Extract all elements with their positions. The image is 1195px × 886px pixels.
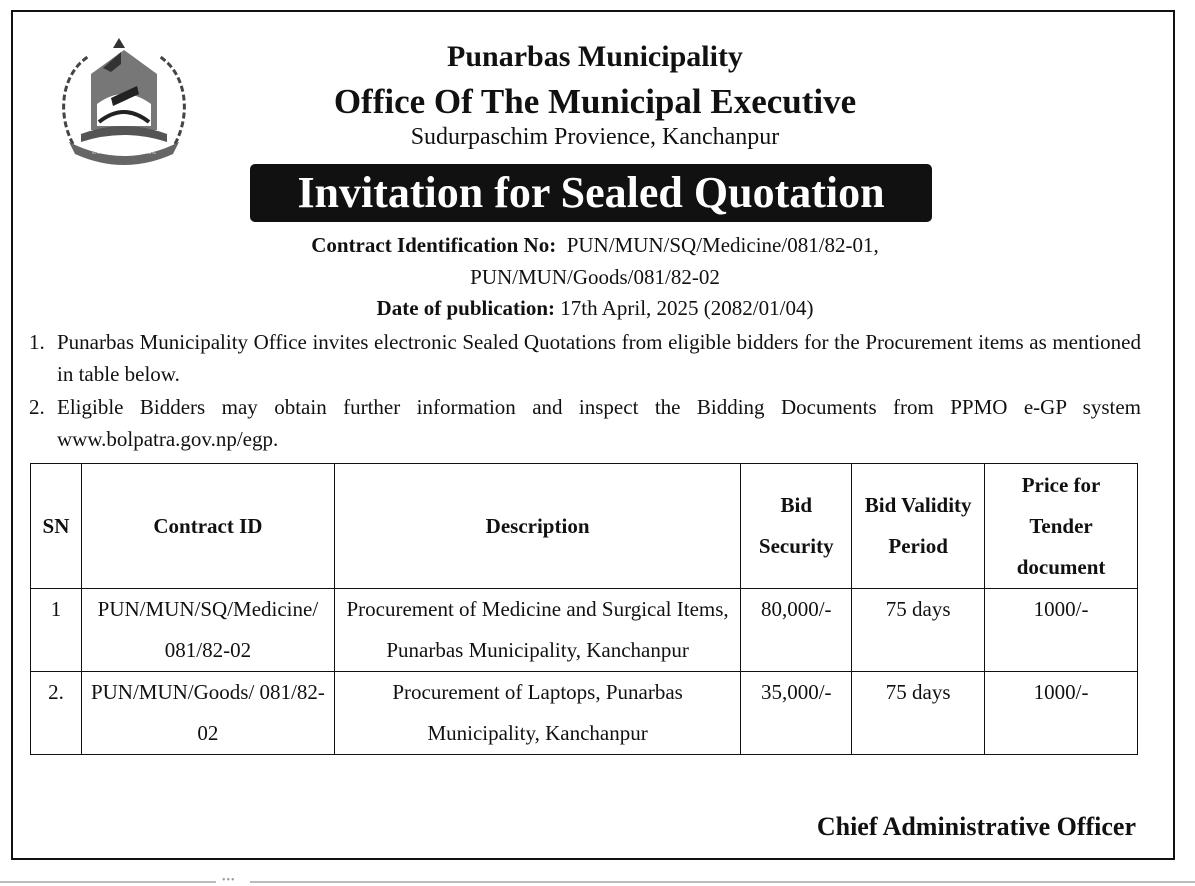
table-header-row bbox=[31, 464, 1138, 589]
header-contract-id: Contract ID bbox=[81, 464, 334, 589]
page-footer bbox=[0, 875, 1195, 886]
svg-text:~~~~~~~~~~~~~: ~~~~~~~~~~~~~ bbox=[91, 150, 157, 157]
office-title: Office Of The Municipal Executive bbox=[333, 82, 857, 121]
contract-id-line bbox=[13, 233, 1177, 258]
paragraph-1 bbox=[29, 326, 1141, 390]
notice-title-banner: Invitation for Sealed Quotation bbox=[250, 164, 932, 222]
cell-bid-security: 35,000/- bbox=[741, 672, 852, 755]
footer-divider bbox=[0, 881, 216, 883]
cell-price: 1000/- bbox=[985, 672, 1138, 755]
paragraph-text: Eligible Bidders may obtain further information and inspect the Bidding Documents from PPMO e-GP system www.bolpatra.gov.np/egp. bbox=[57, 395, 1141, 451]
cell-sn: 2. bbox=[31, 672, 82, 755]
header-validity: Bid Validity Period bbox=[852, 464, 985, 589]
header-price: Price for Tender document bbox=[985, 464, 1138, 589]
contract-id-value-2: PUN/MUN/Goods/081/82-02 bbox=[470, 265, 720, 289]
contract-id-label: Contract Identification No: bbox=[311, 233, 557, 257]
publication-date-line bbox=[13, 296, 1177, 321]
office-location: Sudurpaschim Provience, Kanchanpur bbox=[410, 124, 780, 150]
municipality-name: Punarbas Municipality bbox=[447, 40, 743, 73]
publication-date-label: Date of publication: bbox=[376, 296, 556, 320]
cell-description: Procurement of Laptops, Punarbas Municipality, Kanchanpur bbox=[334, 672, 740, 755]
cell-validity: 75 days bbox=[852, 589, 985, 672]
paragraph-number: 1. bbox=[29, 330, 45, 354]
header-bid-security: Bid Security bbox=[741, 464, 852, 589]
table-row bbox=[31, 672, 1138, 755]
paragraph-number: 2. bbox=[29, 395, 45, 419]
cell-description: Procurement of Medicine and Surgical Items, Punarbas Municipality, Kanchanpur bbox=[334, 589, 740, 672]
cell-validity: 75 days bbox=[852, 672, 985, 755]
header-sn: SN bbox=[31, 464, 82, 589]
table-row bbox=[31, 589, 1138, 672]
cell-sn: 1 bbox=[31, 589, 82, 672]
paragraph-text: Punarbas Municipality Office invites electronic Sealed Quotations from eligible bidders for the Procurement items as mentioned in table below. bbox=[57, 330, 1141, 386]
header-description: Description bbox=[334, 464, 740, 589]
contract-id-value-1: PUN/MUN/SQ/Medicine/081/82-01, bbox=[566, 233, 879, 257]
cell-bid-security: 80,000/- bbox=[741, 589, 852, 672]
signatory-title: Chief Administrative Officer bbox=[816, 812, 1136, 841]
procurement-table bbox=[30, 463, 1138, 755]
paragraph-2 bbox=[29, 391, 1141, 455]
cell-contract-id: PUN/MUN/Goods/ 081/82-02 bbox=[81, 672, 334, 755]
notice-frame bbox=[11, 10, 1175, 860]
cell-price: 1000/- bbox=[985, 589, 1138, 672]
footer-divider bbox=[250, 881, 1195, 883]
publication-date-value: 17th April, 2025 (2082/01/04) bbox=[560, 296, 814, 320]
cell-contract-id: PUN/MUN/SQ/Medicine/ 081/82-02 bbox=[81, 589, 334, 672]
footer-dots: ••• bbox=[222, 875, 236, 886]
